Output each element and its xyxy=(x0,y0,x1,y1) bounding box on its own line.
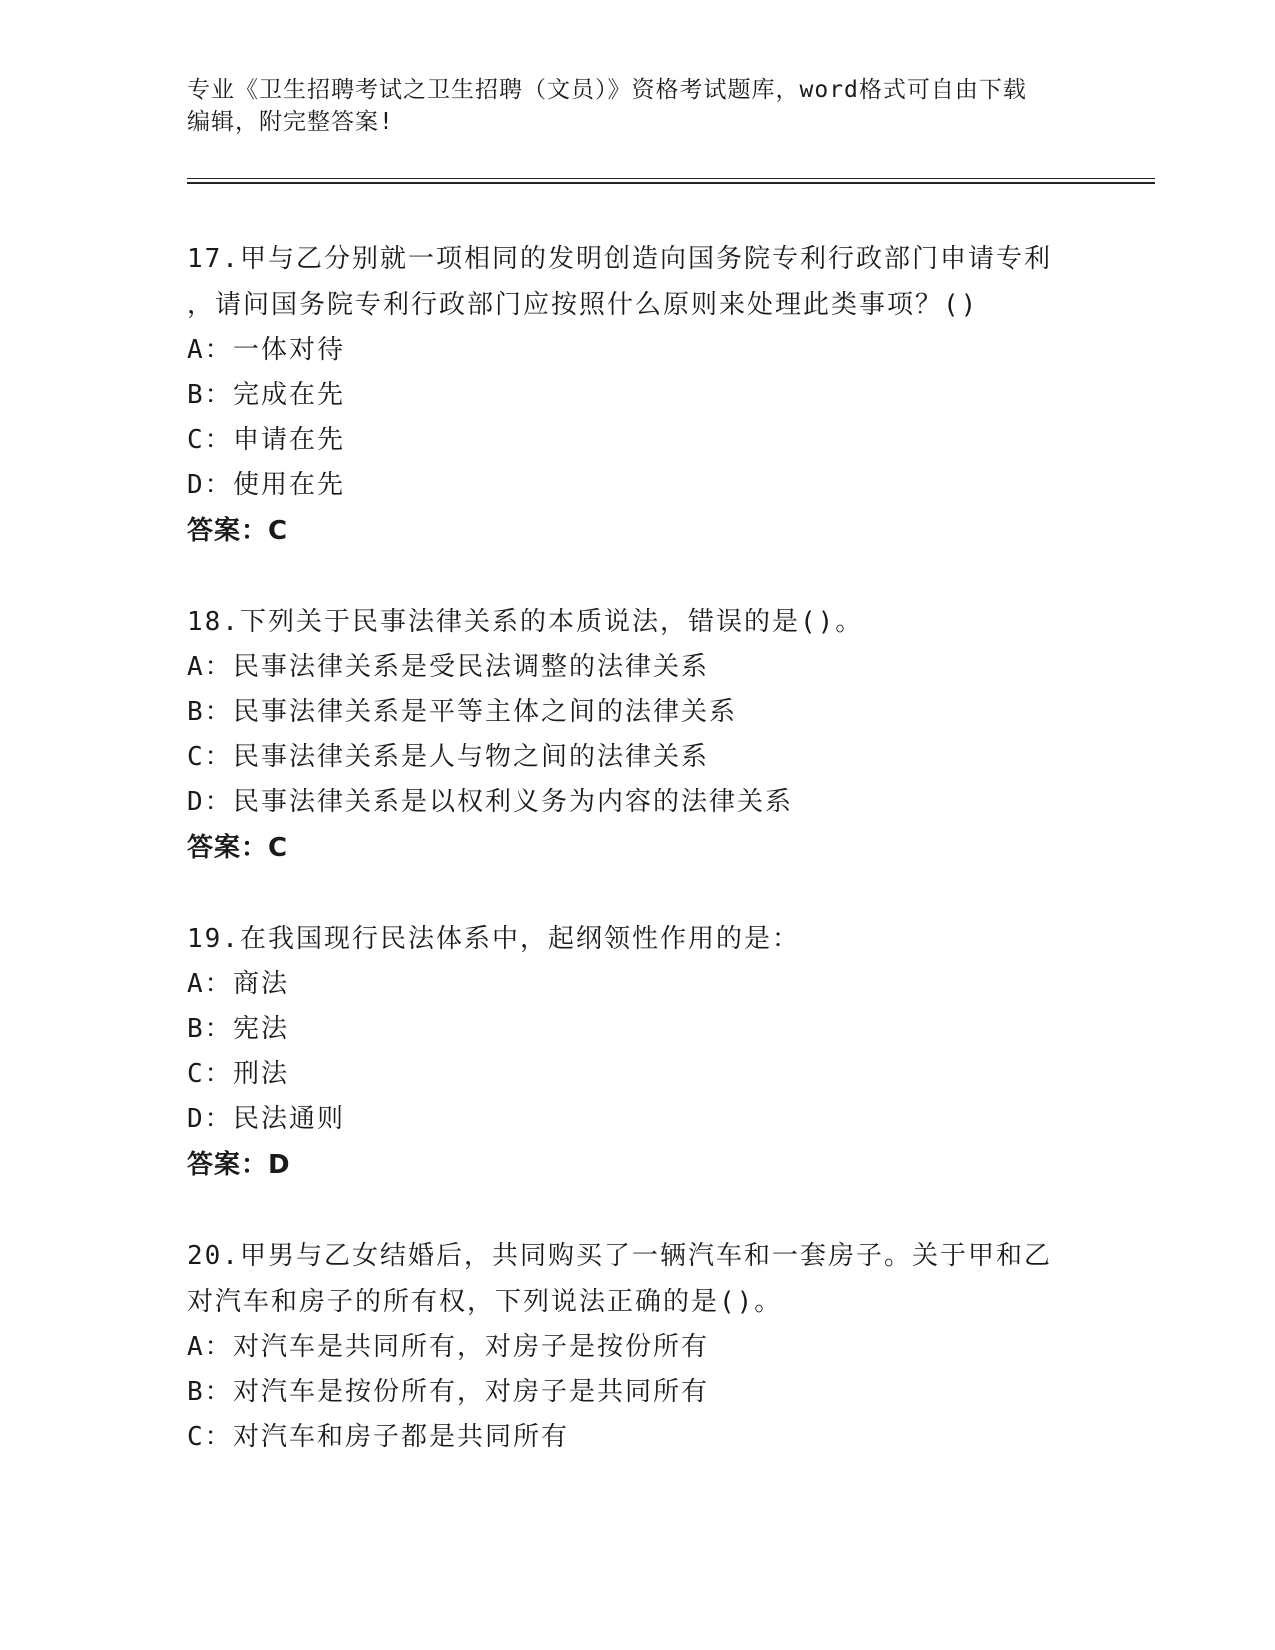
option-key: D： xyxy=(187,1104,233,1134)
question-stem-line-2: 对汽车和房子的所有权，下列说法正确的是()。 xyxy=(187,1287,783,1317)
option-key: B： xyxy=(187,1014,233,1044)
header-line-2: 编辑，附完整答案! xyxy=(187,109,394,135)
option-text: 民事法律关系是受民法调整的法律关系 xyxy=(233,652,710,682)
option-text: 民事法律关系是以权利义务为内容的法律关系 xyxy=(233,787,794,817)
option-text: 对汽车是按份所有，对房子是共同所有 xyxy=(233,1377,710,1407)
question-list xyxy=(187,236,1067,1505)
option-b xyxy=(187,690,1067,735)
option-text: 民法通则 xyxy=(233,1104,346,1134)
header-line-1: 专业《卫生招聘考试之卫生招聘（文员）》资格考试题库，word格式可自由下载 xyxy=(187,77,1027,103)
option-text: 商法 xyxy=(233,969,290,999)
option-key: C： xyxy=(187,1422,233,1452)
question-stem-line-1: 20.甲男与乙女结婚后，共同购买了一辆汽车和一套房子。关于甲和乙 xyxy=(187,1241,1052,1271)
option-c xyxy=(187,418,1067,463)
option-text: 对汽车和房子都是共同所有 xyxy=(233,1422,570,1452)
option-d xyxy=(187,780,1067,825)
option-key: D： xyxy=(187,787,233,817)
option-text: 刑法 xyxy=(233,1059,290,1089)
answer-line: 答案：C xyxy=(187,516,289,546)
header-rule-thick xyxy=(187,182,1155,184)
option-a xyxy=(187,645,1067,690)
option-key: A： xyxy=(187,652,233,682)
option-text: 宪法 xyxy=(233,1014,290,1044)
option-key: A： xyxy=(187,335,233,365)
option-text: 使用在先 xyxy=(233,470,346,500)
option-text: 民事法律关系是人与物之间的法律关系 xyxy=(233,742,710,772)
option-key: C： xyxy=(187,425,233,455)
option-key: B： xyxy=(187,380,233,410)
option-c xyxy=(187,735,1067,780)
option-d xyxy=(187,463,1067,508)
option-c xyxy=(187,1052,1067,1097)
answer-line: 答案：C xyxy=(187,833,289,863)
option-key: D： xyxy=(187,470,233,500)
option-text: 对汽车是共同所有，对房子是按份所有 xyxy=(233,1332,710,1362)
option-text: 完成在先 xyxy=(233,380,346,410)
option-c xyxy=(187,1415,1067,1460)
option-key: A： xyxy=(187,1332,233,1362)
option-key: C： xyxy=(187,742,233,772)
header-rule-thin xyxy=(187,178,1155,179)
question-stem-line-1: 19.在我国现行民法体系中，起纲领性作用的是： xyxy=(187,924,800,954)
question-20 xyxy=(187,1233,1067,1460)
question-18 xyxy=(187,599,1067,871)
option-text: 一体对待 xyxy=(233,335,346,365)
question-17 xyxy=(187,236,1067,554)
option-text: 民事法律关系是平等主体之间的法律关系 xyxy=(233,697,738,727)
document-header xyxy=(187,74,1067,138)
option-key: C： xyxy=(187,1059,233,1089)
option-key: B： xyxy=(187,1377,233,1407)
option-b xyxy=(187,1370,1067,1415)
option-text: 申请在先 xyxy=(233,425,346,455)
question-19 xyxy=(187,916,1067,1188)
question-stem-line-1: 18.下列关于民事法律关系的本质说法，错误的是()。 xyxy=(187,607,864,637)
option-d xyxy=(187,1097,1067,1142)
option-key: A： xyxy=(187,969,233,999)
answer-line: 答案：D xyxy=(187,1150,291,1180)
option-key: B： xyxy=(187,697,233,727)
option-a xyxy=(187,328,1067,373)
option-a xyxy=(187,1325,1067,1370)
option-b xyxy=(187,1007,1067,1052)
option-a xyxy=(187,962,1067,1007)
option-b xyxy=(187,373,1067,418)
question-stem-line-1: 17.甲与乙分别就一项相同的发明创造向国务院专利行政部门申请专利 xyxy=(187,244,1052,274)
question-stem-line-2: ，请问国务院专利行政部门应按照什么原则来处理此类事项？() xyxy=(187,290,979,320)
